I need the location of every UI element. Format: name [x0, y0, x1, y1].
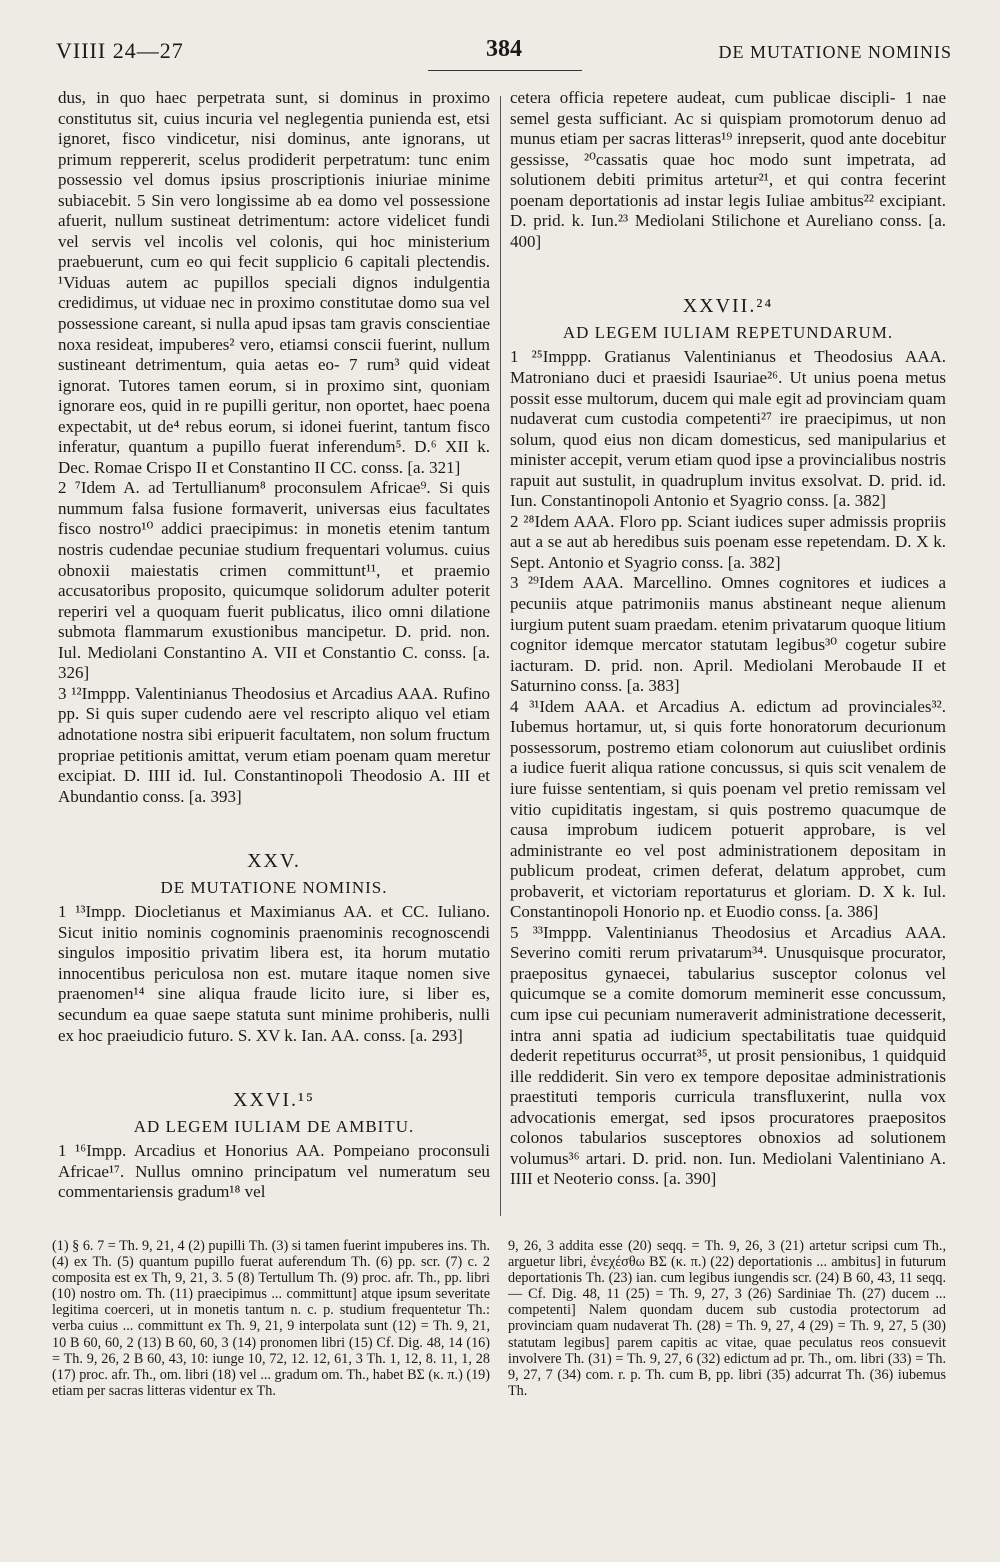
paragraph: 2 ⁷Idem A. ad Tertullianum⁸ proconsulem Africae⁹. Si quis nummum falsa fusione formaverit, universas eius facultates fisco nostro¹⁰ addici praecipimus: in monetis etenim tantum nostris cudendae pecuniae studium frequentari volumus. cuius obnoxii maiestatis crimen committunt¹¹, et praemio accusatoribus proposito, quicumque solidorum adulter poterit reperiri vel a quoquam fuerit publicatus, ilico omni dilatione submota flammarum exustionibus mancipetur. D. prid. non. Iul. Mediolani Constantino A. VII et Constantio C. conss. [a. 326] [58, 478, 490, 683]
section-title: AD LEGEM IULIAM DE AMBITU. [133, 1116, 415, 1136]
left-column [58, 88, 490, 1203]
footnote-block: 9, 26, 3 addita esse (20) seqq. = Th. 9, 26, 3 (21) artetur scripsi cum Th., arguetur libri, ἐνεχέσθω BΣ (κ. π.) (22) deportationis ... ambitus] in futurum deportationis Th. (23) ian. cum legibus iungendis scr. (24) B 60, 43, 11 seqq. — Cf. Dig. 48, 11 (25) = Th. 9, 27, 3 (26) Sardiniae Th. (27) ducem ... competenti] Nalem quondam ducem sub custodia protectorum ad provinciam quam nudaverat Th. (28) = Th. 9, 27, 4 (29) = Th. 9, 27, 5 (30) statutam legibus] parem capitis ac vitae, quae peculatus reos consuevit involvere Th. (31) = Th. 9, 27, 6 (32) edictum ad pr. Th., om. libri (33) = Th. 9, 27, 7 (34) com. r. p. Th. cum B, pp. libri (35) adcurrat Th. (36) iubemus Th. [508, 1238, 946, 1399]
footnotes-right [508, 1238, 946, 1399]
paragraph: 1 ¹⁶Impp. Arcadius et Honorius AA. Pompeiano proconsuli Africae¹⁷. Nullus omnino principatum vel numeratum seu commentariensis gradum¹⁸ vel [58, 1141, 490, 1202]
page-number-rule [428, 70, 582, 71]
footnotes-left [52, 1238, 490, 1399]
section-spacer [510, 252, 946, 290]
paragraph: 5 ³³Imppp. Valentinianus Theodosius et Arcadius AAA. Severino comiti rerum privatarum³⁴. Unusquisque procurator, praepositus gynaecei, tabularius susceptor colonus vel quicumque se a comite domorum meminerit esse concussum, cum ipse cui pecuniam numeraverit administratione decesserit, intra anni spatia ad iudicium spectabilitatis tuae quidquid dederit repetiturus occurrat³⁵, ut prosit pensionibus, 1 quidquid ille reddiderit. Sin vero ex tempore depositae administrationis praestituti temporis curricula transfluxerint, nulla vox advocationis emergat, sed ipsos procuratores praepositos colonos tabularios susceptores obnoxios ad solutionem volumus³⁶ artari. D. prid. non. Iun. Mediolani Valentiniano A. IIII et Neoterio conss. [a. 390] [510, 922, 946, 1189]
running-head-right: DE MUTATIONE NOMINIS [718, 42, 952, 62]
paragraph: 4 ³¹Idem AAA. et Arcadius A. edictum ad provinciales³². Iubemus hortamur, ut, si quis forte honoratorum decurionum possessorum, postremo etiam colonorum aut cuiuslibet ordinis a iudice fuerit aliqua ratione concussus, si quis scit venalem de iure fuisse sententiam, si quis poenam vel pretio remissam vel vitio cupiditatis ingestam, si quis postremo quacumque de causa improbum iudicem potuerit approbare, is vel administrante eo vel post administrationem depositam in publicum prodeat, crimen deferat, delatum approbet, cum probaverit, et victoriam reportaturus et gloriam. D. X k. Iul. Constantinopoli Honorio np. et Euodio conss. [a. 386] [510, 696, 946, 922]
section-number: XXVI.¹⁵ [233, 1089, 315, 1112]
section-spacer [58, 1046, 490, 1084]
column-divider [500, 96, 501, 1216]
paragraph: dus, in quo haec perpetrata sunt, si dominus in proximo constitutus sit, cuius incuria vel neglegentia punienda est, etsi ignoret, fisco vindicetur, nisi dominus, ante ignorans, ut primum reppererit, scelus prodiderit perpetratum: tunc enim possessio vel domus ipsius proscriptionis iniuriae minime subiacebit. 5 Sin vero longissime ab ea domo vel possessione afuerit, nullum sustineat detrimentum: actore videlicet fundi vel servis vel incolis vel colonis, qui hoc ministerium praebuerunt, cum eo qui fecit supplicio 6 capitali plectendis. ¹Viduas autem ac pupillos speciali dignos indulgentia credidimus, ut viduae nec in proximo constitutae domo sua vel possessione careant, si nulla apud ipsas tam gravis conscientiae noxa resideat, impuberes² vero, etiamsi conscii fuerint, nullum sustineant detrimentum, quia aetas eo- 7 rum³ quid videat ignorat. Tutores tamen eorum, si in proximo sint, quoniam ignorare eos, quid in re pupilli geritur, non oportet, haec poena expectabit, ut de⁴ rebus eorum, si idonei fuerint, tantum fisco inferatur, quantum a pupillo fuerat inferendum⁵. D.⁶ XII k. Dec. Romae Crispo II et Constantino II CC. conss. [a. 321] [58, 88, 490, 477]
section-number: XXV. [247, 850, 301, 873]
running-head-left: VIIII 24—27 [56, 38, 184, 63]
paragraph: 3 ¹²Imppp. Valentinianus Theodosius et Arcadius AAA. Rufino pp. Si quis super cudendo aere vel rescripto aliquo vel etiam adnotatione nostra sibi eripuerit facultatem, non solum fructum propriae petitionis amittat, verum etiam poenam quam meretur excipiat. D. IIII id. Iul. Constantinopoli Theodosio A. III et Abundantio conss. [a. 393] [58, 683, 490, 806]
paragraph: cetera officia repetere audeat, cum publicae discipli- 1 nae semel gesta sufficiant. Ac si quispiam promotorum denuo ad munus etiam per sacras litteras¹⁹ inrepserit, quod ante docebitur gessisse, ²⁰cassatis quae hoc modo sunt impetrata, ad solutionem debiti primitus artetur²¹, et qui contra fecerint poenam deportationis ad instar legis Iuliae ambitus²² excipiant. D. prid. k. Iun.²³ Mediolani Stilichone et Aureliano conss. [a. 400] [510, 88, 946, 251]
footnote-block: (1) § 6. 7 = Th. 9, 21, 4 (2) pupilli Th. (3) si tamen fuerint impuberes ins. Th. (4) ex Th. (5) quantum pupillo fuerat auferendum Th. (6) pp. scr. (7) c. 2 composita est ex Th, 9, 21, 3. 5 (8) Tertullum Th. (9) proc. afr. Th., pp. libri (10) nostro om. Th. (11) praecipimus ... committunt] atque ipsum severitate legitima coerceri, ut in monetis tantum n. c. p. studium frequentetur Th.: verba cuius ... committunt ex Th. 9, 21, 9 interpolata sunt (12) = Th. 9, 21, 10 B 60, 60, 2 (13) B 60, 60, 3 (14) pronomen libri (15) Cf. Dig. 48, 14 (16) = Th. 9, 26, 2 B 60, 43, 10: iunge 10, 72, 12. 12, 61, 3 Th. 1, 12, 8. 11, 1, 28 (17) proc. afr. Th., om. libri (18) vel ... gradum om. Th., habet BΣ (κ. π.) (19) etiam per sacras litteras videntur ex Th. [52, 1238, 490, 1399]
page-header [56, 38, 952, 74]
paragraph: 1 ¹³Impp. Diocletianus et Maximianus AA. et CC. Iuliano. Sicut initio nominis cognominis praenominis recognoscendi singulos impositio privatim libera est, ita horum mutatio innocentibus periculosa non est. mutare itaque nomen sive praenomen¹⁴ sine aliqua fraude licito iure, si liber es, secundum ea quae saepe statuta sunt minime prohiberis, nulli ex hoc praeiudicio futuro. S. XV k. Ian. AA. conss. [a. 293] [58, 902, 490, 1045]
paragraph: 1 ²⁵Imppp. Gratianus Valentinianus et Theodosius AAA. Matroniano duci et praesidi Isauriae²⁶. Ut unius poena metus possit esse multorum, ducem qui male egit ad provinciam quam nudaverat cum custodia competenti²⁷ ire praecipimus, ut non solum, quod eius non dicam domesticus, sed manipularius et minister accepit, verum etiam quod ipse a provincialibus nostris rapuit aut sustulit, in quadruplum invitus exsolvat. D. prid. id. Iun. Constantinopoli Antonio et Syagrio conss. [a. 382] [510, 347, 946, 511]
right-column [510, 88, 946, 1190]
section-title: AD LEGEM IULIAM REPETUNDARUM. [562, 322, 894, 342]
page-number: 384 [486, 36, 522, 62]
section-title: DE MUTATIONE NOMINIS. [160, 877, 388, 897]
paragraph: 3 ²⁹Idem AAA. Marcellino. Omnes cognitores et iudices a pecuniis atque patrimoniis manus abstineant neque alienum iurgium putent suam praedam. etenim privatarum quoque litium cognitor idemque mercator statutam legibus³⁰ cogetur subire iacturam. D. prid. non. April. Mediolani Merobaude II et Saturnino conss. [a. 383] [510, 573, 946, 696]
paragraph: 2 ²⁸Idem AAA. Floro pp. Sciant iudices super admissis propriis aut a se aut ab heredibus suis poenam esse repetendam. D. X k. Sept. Antonio et Syagrio conss. [a. 382] [510, 511, 946, 572]
section-spacer [58, 807, 490, 845]
section-number: XXVII.²⁴ [682, 295, 774, 318]
